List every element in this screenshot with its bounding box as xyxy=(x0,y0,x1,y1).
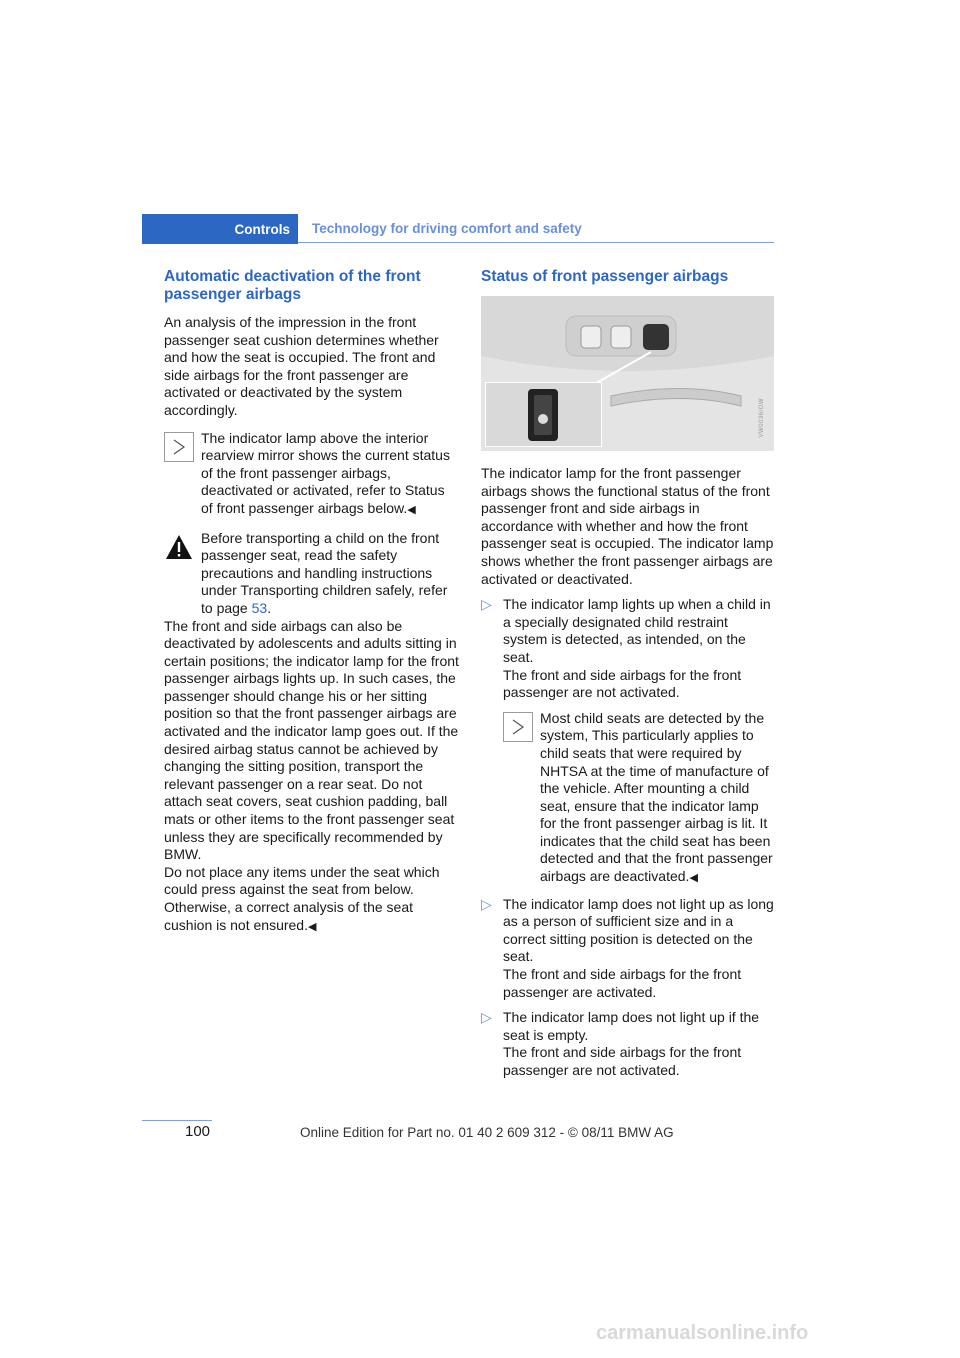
page-link[interactable]: 53 xyxy=(251,599,268,616)
header-rule xyxy=(298,242,774,243)
bullet-marker: ▷ xyxy=(481,596,492,613)
warning-block xyxy=(164,530,460,618)
end-mark: ◀ xyxy=(689,872,698,885)
page-header xyxy=(142,214,774,244)
child-seat-note xyxy=(503,710,775,888)
bullet-text-2: The front and side airbags for the front passenger are not activated. xyxy=(503,1044,742,1078)
end-mark: ◀ xyxy=(407,503,416,516)
watermark: carmanualsonline.info xyxy=(596,1322,809,1344)
bullet-text: The indicator lamp lights up when a child in a specially designated child restraint system is detected, as intended, on the seat. xyxy=(503,596,771,665)
end-mark: ◀ xyxy=(307,920,317,933)
left-column xyxy=(164,268,460,936)
indicator-detail-inset xyxy=(485,382,602,447)
indicator-detail-illustration xyxy=(486,383,601,446)
header-title: Technology for driving comfort and safety xyxy=(312,221,582,236)
list-item xyxy=(481,596,775,702)
right-column xyxy=(481,268,775,1080)
warning-continuation-2 xyxy=(164,864,460,936)
warning-icon xyxy=(164,532,194,562)
note-block xyxy=(164,430,460,520)
bullet-marker: ▷ xyxy=(481,895,492,912)
note-icon xyxy=(164,432,194,462)
section-tab: Controls xyxy=(142,214,298,244)
bullet-text: The indicator lamp does not light up if the seat is empty. xyxy=(503,1009,760,1043)
child-seat-note-text: Most child seats are detected by the system, This particularly applies to child seats that were required by NHTSA at the time of manufacture of the vehicle. After mounting a child seat, ensure that the indicator lamp for the front passenger airbag is lit. It indicates that the child seat has been detected and that the front passenger airbags are deactivated. xyxy=(540,709,773,885)
bullet-text-2: The front and side airbags for the front passenger are activated. xyxy=(503,966,742,1000)
list-item xyxy=(481,1009,775,1079)
left-intro: An analysis of the impression in the front passenger seat cushion determines whether and how the seat is occupied. The front and side airbags for the front passenger are activated or deactivated by the system accordingly. xyxy=(164,314,439,418)
image-code: VW0036/OW xyxy=(759,398,766,438)
warning-cont2-text: Do not place any items under the seat which could press against the seat from below. Otherwise, a correct analysis of the seat cushion is not ensured. xyxy=(164,863,440,933)
footer-text: Online Edition for Part no. 01 40 2 609 312 - © 08/11 BMW AG xyxy=(300,1125,674,1140)
note-icon xyxy=(503,712,533,742)
page-number-rule xyxy=(142,1120,212,1121)
warning-text-end: . xyxy=(267,599,272,616)
page-number: 100 xyxy=(185,1123,211,1140)
left-heading: Automatic deactivation of the front passenger airbags xyxy=(164,268,421,303)
right-intro: The indicator lamp for the front passenger airbags shows the functional status of the front passenger front and side airbags in accordance with whether and how the front passenger seat is occupied. The indicator lamp shows whether the front passenger airbags are activated or deactivated. xyxy=(481,465,774,587)
bullet-text: The indicator lamp does not light up as long as a person of sufficient size and in a correct sitting position is detected on the seat. xyxy=(503,895,774,965)
airbag-indicator-photo xyxy=(481,296,774,451)
note-text: The indicator lamp above the interior rearview mirror shows the current status of the front passenger airbags, deactivated or activated, refer to Status of front passenger airbags below. xyxy=(201,429,450,516)
warning-text: Before transporting a child on the front passenger seat, read the safety precautions and handling instructions under Transporting children safely, refer to page xyxy=(201,529,448,616)
bullet-marker: ▷ xyxy=(481,1009,492,1026)
warning-continuation: The front and side airbags can also be deactivated by adolescents and adults sitting in certain positions; the indicator lamp for the front passenger airbags lights up. In such cases, the passenger should change his or her sitting position so that the front passenger airbags are activated and the indicator lamp goes out. If the desired airbag status cannot be achieved by changing the sitting position, transport the relevant passenger on a rear seat. Do not attach seat covers, seat cushion padding, ball mats or other items to the front passenger seat unless they are specifically recommended by BMW. xyxy=(164,617,459,863)
right-heading: Status of front passenger airbags xyxy=(481,268,729,285)
bullet-text-2: The front and side airbags for the front passenger are not activated. xyxy=(503,666,742,701)
list-item xyxy=(481,896,775,1002)
